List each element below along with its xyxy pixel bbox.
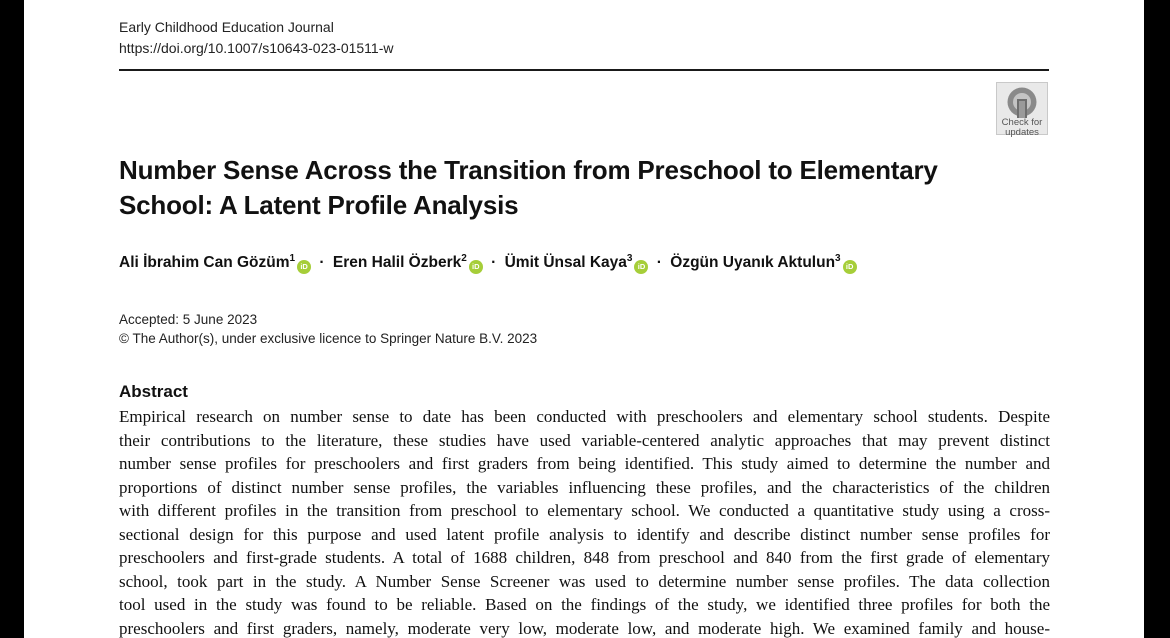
article-title [119,153,979,223]
badge-line-2: updates [1005,127,1039,138]
author-affiliation: 3 [626,253,633,264]
author-affiliation: 2 [461,253,467,264]
title-line-1: Number Sense Across the Transition from Preschool to Elementary [119,155,938,185]
crossmark-icon [1006,86,1038,118]
header-divider [119,69,1049,71]
doi-link[interactable]: https://doi.org/10.1007/s10643-023-01511-w [119,40,394,56]
abstract-line: sectional design for this purpose and used latent profile analysis to identify and describe distinct number sense profiles for [119,524,1050,544]
author-separator: · [491,254,497,271]
author-list [119,254,857,274]
author-name[interactable]: Eren Halil Özberk [332,254,462,271]
abstract-line: school, took part in the study. A Number Sense Screener was used to determine number sense profiles. The data collection [119,571,1050,591]
author-name[interactable]: Ümit Ünsal Kaya [504,254,627,271]
author-name[interactable]: Özgün Uyanık Aktulun [670,254,836,271]
orcid-icon[interactable]: iD [297,260,311,274]
journal-name: Early Childhood Education Journal [119,19,334,35]
abstract-body [119,405,1050,638]
abstract-line: tool used in the study was found to be reliable. Based on the findings of the study, we identified three profiles for both the [119,595,1050,614]
badge-line-1: Check for [1001,117,1043,128]
abstract-line: preschoolers and first graders, namely, moderate very low, moderate low, and moderate high. We examined family and house- [119,618,1050,638]
abstract-line: Empirical research on number sense to date has been conducted with preschoolers and elementary school students. Despite [119,407,1050,426]
author-separator: · [319,254,325,271]
title-line-2: School: A Latent Profile Analysis [119,190,519,220]
orcid-icon[interactable]: iD [843,260,857,274]
abstract-line: their contributions to the literature, these studies have used variable-centered analytic approaches that may prevent distinct [119,430,1050,450]
abstract-heading: Abstract [119,382,188,401]
author-affiliation: 1 [289,253,296,264]
copyright-notice: © The Author(s), under exclusive licence to Springer Nature B.V. 2023 [119,331,538,346]
orcid-icon[interactable]: iD [469,260,483,274]
abstract-line: proportions of distinct number sense profiles, the variables influencing these profiles, and the characteristics of the children [119,477,1050,497]
abstract-line: preschoolers and first-grade students. A total of 1688 children, 848 from preschool and 840 from the first grade of elementary [119,548,1050,567]
accepted-date: Accepted: 5 June 2023 [119,312,258,327]
author-separator: · [656,254,662,271]
abstract-line: number sense profiles for preschoolers and first graders from being identified. This study aimed to determine the number and [119,454,1050,473]
check-for-updates-badge[interactable] [996,82,1048,138]
author-affiliation: 3 [835,253,841,264]
article-page [24,0,1144,638]
abstract-line: with different profiles in the transition from preschool to elementary school. We conducted a quantitative study using a cross- [119,501,1050,520]
orcid-icon[interactable]: iD [634,260,648,274]
author-name[interactable]: Ali İbrahim Can Gözüm [119,254,290,271]
